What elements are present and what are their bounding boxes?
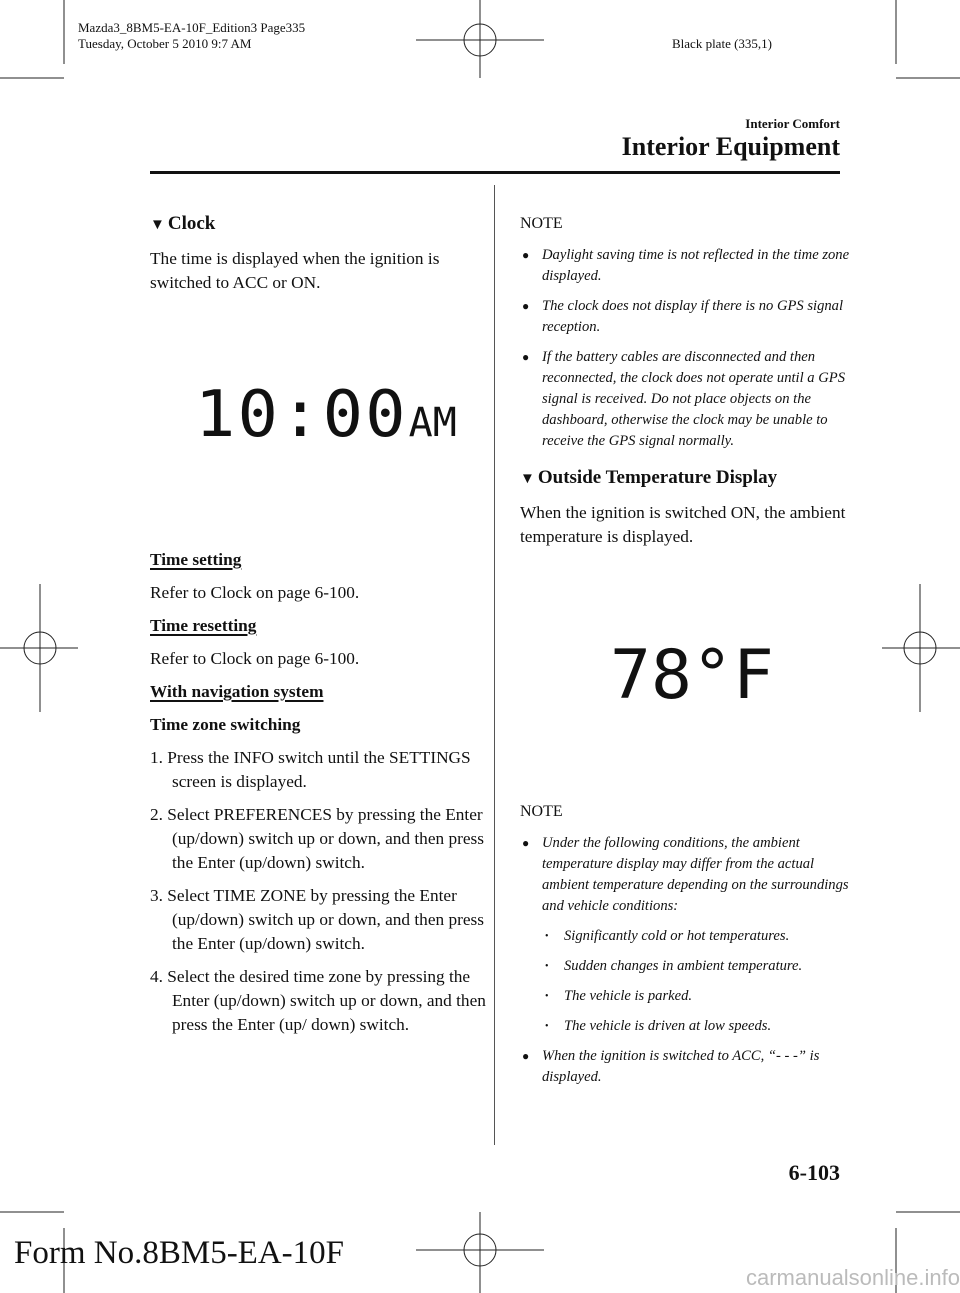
temperature-display-value: 78°F bbox=[610, 636, 774, 715]
note-sub-item-text: The vehicle is driven at low speeds. bbox=[564, 1018, 772, 1034]
clock-display-ampm: AM bbox=[408, 400, 457, 446]
header-rule bbox=[150, 171, 840, 174]
temperature-description: When the ignition is switched ON, the ambient temperature is displayed. bbox=[520, 503, 846, 546]
print-meta-date: Tuesday, October 5 2010 9:7 AM bbox=[78, 36, 252, 51]
note-sub-item-text: The vehicle is parked. bbox=[564, 988, 693, 1004]
left-column bbox=[150, 212, 492, 304]
watermark: carmanualsonline.info bbox=[745, 1265, 960, 1290]
navigation-label: With navigation system bbox=[150, 682, 324, 701]
temperature-display bbox=[610, 636, 774, 715]
note-sub-item bbox=[520, 926, 862, 947]
section-subtitle: Interior Comfort bbox=[745, 116, 840, 131]
clock-heading bbox=[150, 212, 492, 237]
triangle-icon: ▼ bbox=[520, 471, 535, 487]
note-sub-item bbox=[520, 1016, 862, 1037]
note-item bbox=[520, 347, 862, 452]
step-item: 1. Press the INFO switch until the SETTINGS screen is displayed. bbox=[150, 748, 471, 791]
time-zone-label: Time zone switching bbox=[150, 715, 301, 734]
step-item: 2. Select PREFERENCES by pressing the Enter (up/down) switch up or down, and then press the Enter (up/down) switch. bbox=[150, 805, 484, 872]
clock-description: The time is displayed when the ignition is switched to ACC or ON. bbox=[150, 249, 440, 292]
time-setting-label: Time setting bbox=[150, 550, 242, 569]
clock-display bbox=[194, 378, 457, 452]
note-item bbox=[520, 245, 862, 287]
note-title: NOTE bbox=[520, 803, 563, 820]
right-column-lower bbox=[520, 800, 862, 1097]
page-number: 6-103 bbox=[788, 1160, 840, 1185]
note-item bbox=[520, 1046, 862, 1088]
note-sub-item-text: Significantly cold or hot temperatures. bbox=[564, 928, 790, 944]
note-item bbox=[520, 296, 862, 338]
clock-display-time: 10:00 bbox=[194, 378, 408, 452]
note-sub-item bbox=[520, 956, 862, 977]
print-meta-file: Mazda3_8BM5-EA-10F_Edition3 Page335 bbox=[78, 20, 306, 35]
left-column-lower bbox=[150, 548, 492, 1046]
time-resetting-text: Refer to Clock on page 6-100. bbox=[150, 649, 360, 668]
section-title: Interior Equipment bbox=[621, 132, 840, 161]
bullet-icon: ● bbox=[522, 299, 530, 313]
bullet-icon: • bbox=[545, 931, 549, 942]
time-setting-text: Refer to Clock on page 6-100. bbox=[150, 583, 360, 602]
bullet-icon: ● bbox=[522, 248, 530, 262]
note-item-text: Under the following conditions, the ambient temperature display may differ from the actual ambient temperature depending on the surroundings and vehicle conditions: bbox=[542, 835, 849, 914]
bullet-icon: • bbox=[545, 1021, 549, 1032]
print-meta bbox=[78, 20, 305, 52]
note-item bbox=[520, 833, 862, 917]
clock-heading-text: Clock bbox=[167, 213, 216, 234]
step-item: 4. Select the desired time zone by pressing the Enter (up/down) switch up or down, and then press the Enter (up/ down) switch. bbox=[150, 967, 486, 1034]
note-item-text: When the ignition is switched to ACC, “- - -” is displayed. bbox=[542, 1048, 820, 1085]
right-column bbox=[520, 212, 862, 558]
note-sub-item-text: Sudden changes in ambient temperature. bbox=[564, 958, 803, 974]
bullet-icon: ● bbox=[522, 350, 530, 364]
temperature-heading bbox=[520, 466, 862, 491]
note-item-text: If the battery cables are disconnected and then reconnected, the clock does not operate until a GPS signal is received. Do not place objects on the dashboard, otherwise the clock may be unable to receive the GPS signal normally. bbox=[542, 349, 845, 449]
temperature-heading-text: Outside Temperature Display bbox=[537, 467, 778, 488]
form-number: Form No.8BM5-EA-10F bbox=[14, 1235, 345, 1271]
triangle-icon: ▼ bbox=[150, 217, 165, 233]
plate-label: Black plate (335,1) bbox=[672, 36, 772, 51]
note-sub-item bbox=[520, 986, 862, 1007]
bullet-icon: • bbox=[545, 961, 549, 972]
bullet-icon: • bbox=[545, 991, 549, 1002]
note-title: NOTE bbox=[520, 215, 563, 232]
time-resetting-label: Time resetting bbox=[150, 616, 257, 635]
note-item-text: The clock does not display if there is no GPS signal reception. bbox=[542, 298, 844, 335]
column-divider bbox=[494, 185, 495, 1145]
step-item: 3. Select TIME ZONE by pressing the Enter (up/down) switch up or down, and then press the Enter (up/down) switch. bbox=[150, 886, 484, 953]
bullet-icon: ● bbox=[522, 836, 530, 850]
bullet-icon: ● bbox=[522, 1049, 530, 1063]
note-item-text: Daylight saving time is not reflected in the time zone displayed. bbox=[542, 247, 850, 284]
